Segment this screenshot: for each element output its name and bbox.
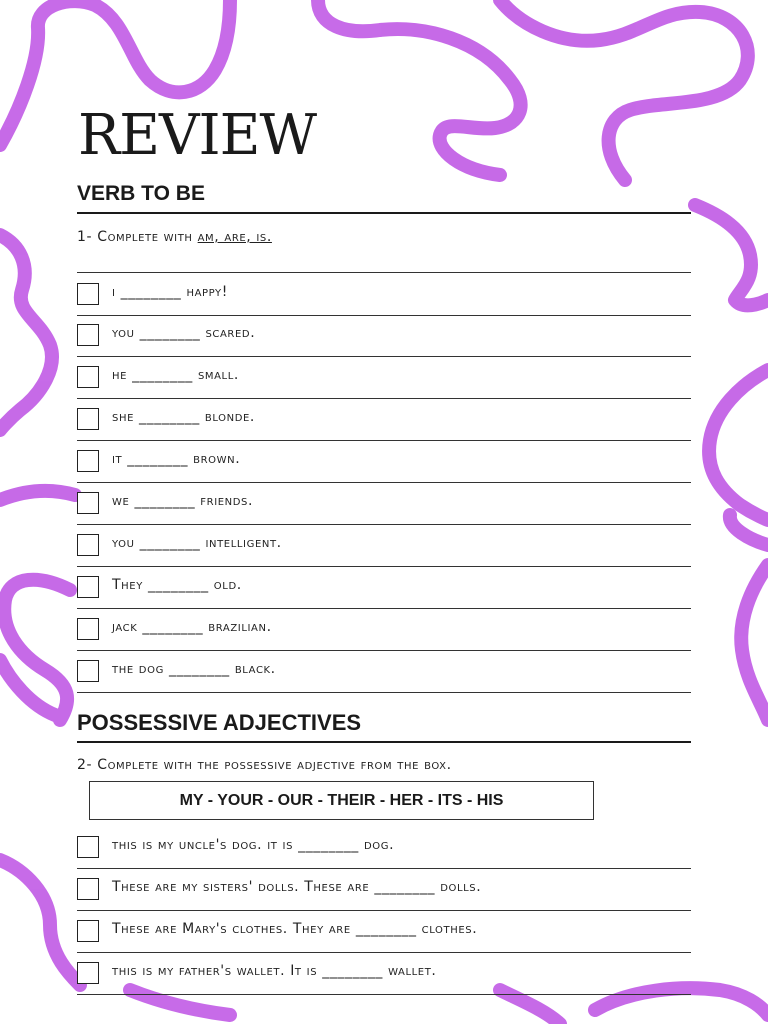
section-rule [77, 212, 691, 214]
list-item [77, 440, 691, 483]
item-text: you ________ intelligent. [112, 535, 282, 551]
checkbox[interactable] [77, 492, 99, 514]
item-text: They ________ old. [112, 577, 242, 593]
item-text: jack ________ brazilian. [112, 619, 272, 635]
item-text: it ________ brown. [112, 451, 241, 467]
checkbox[interactable] [77, 450, 99, 472]
checkbox[interactable] [77, 408, 99, 430]
checkbox[interactable] [77, 836, 99, 858]
instruction-options: am, are, is. [197, 229, 272, 245]
item-text: he ________ small. [112, 367, 239, 383]
list-item [77, 482, 691, 525]
checkbox[interactable] [77, 962, 99, 984]
list-item [77, 910, 691, 953]
checkbox[interactable] [77, 660, 99, 682]
list-item [77, 272, 691, 316]
list-item [77, 314, 691, 357]
item-text: this is my father's wallet. It is ________ wallet. [112, 963, 437, 979]
list-item [77, 826, 691, 869]
list-item [77, 952, 691, 995]
section-rule [77, 741, 691, 743]
checkbox[interactable] [77, 366, 99, 388]
item-text: we ________ friends. [112, 493, 254, 509]
page-title: REVIEW [78, 103, 317, 168]
item-text: this is my uncle's dog. it is ________ dog. [112, 837, 395, 853]
section-heading-verb-to-be: VERB TO BE [77, 182, 205, 205]
word-box: MY - YOUR - OUR - THEIR - HER - ITS - HIS [89, 781, 594, 820]
item-text: These are Mary's clothes. They are ________ clothes. [112, 921, 478, 937]
checkbox[interactable] [77, 324, 99, 346]
instruction-prefix: 1- Complete with [77, 229, 198, 245]
list-item [77, 524, 691, 567]
checkbox[interactable] [77, 576, 99, 598]
instruction-possessive: 2- Complete with the possessive adjective from the box. [77, 757, 452, 773]
item-text: i ________ happy! [112, 284, 228, 300]
list-item [77, 650, 691, 693]
item-text: the dog ________ black. [112, 661, 276, 677]
checkbox[interactable] [77, 283, 99, 305]
section-heading-possessive-adjectives: POSSESSIVE ADJECTIVES [77, 710, 362, 735]
checkbox[interactable] [77, 920, 99, 942]
checkbox[interactable] [77, 618, 99, 640]
checkbox[interactable] [77, 878, 99, 900]
list-item [77, 356, 691, 399]
list-item [77, 608, 691, 651]
list-item [77, 398, 691, 441]
list-item [77, 566, 691, 609]
item-text: she ________ blonde. [112, 409, 255, 425]
checkbox[interactable] [77, 534, 99, 556]
item-text: you ________ scared. [112, 325, 256, 341]
instruction-verb-to-be [77, 229, 272, 245]
list-item [77, 868, 691, 911]
item-text: These are my sisters' dolls. These are ________ dolls. [112, 879, 482, 895]
